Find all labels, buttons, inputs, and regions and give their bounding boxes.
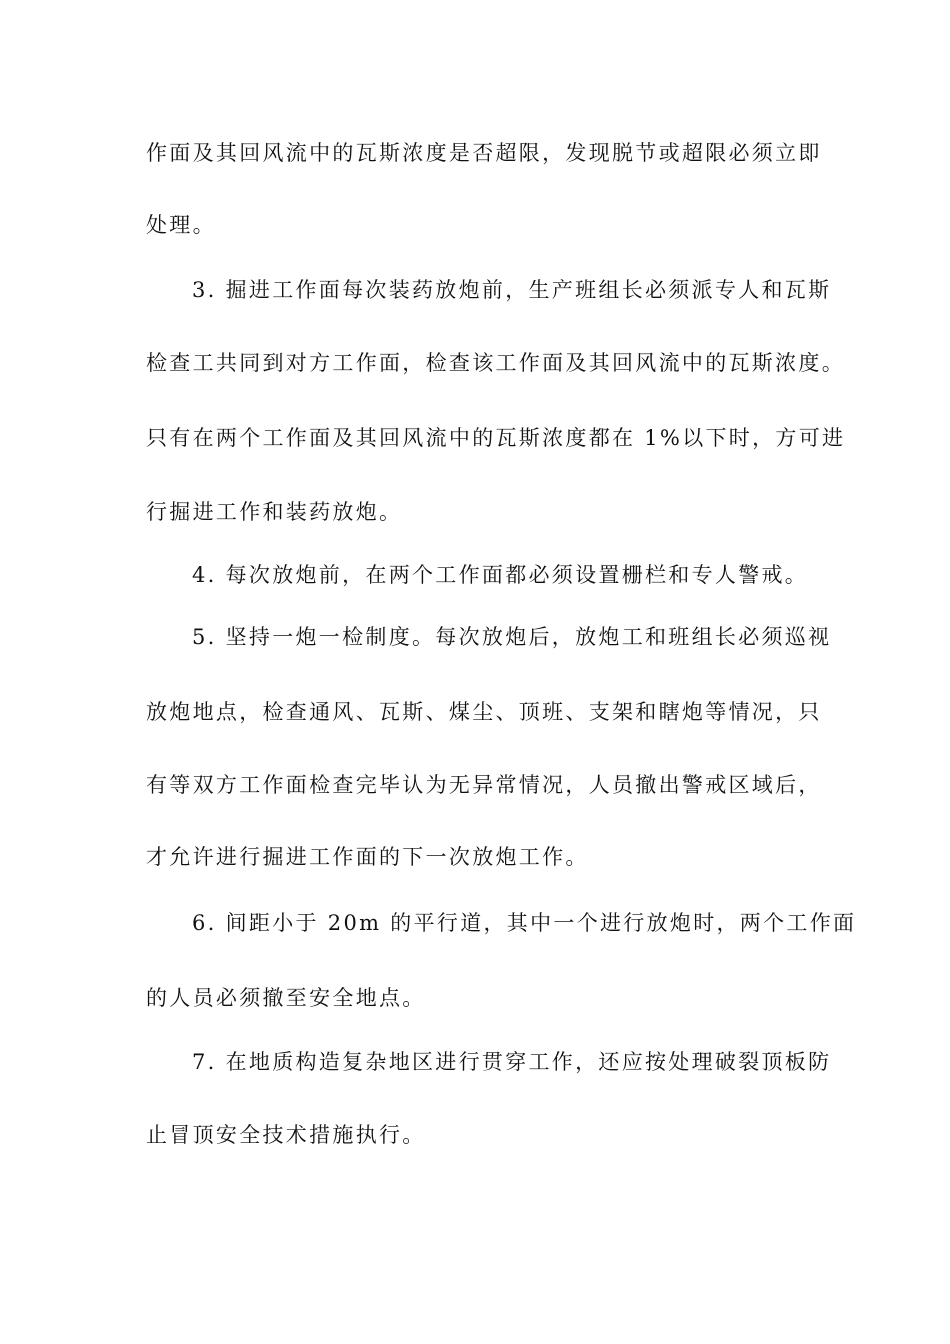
item-7-line-2: 止冒顶安全技术措施执行。 <box>146 1123 426 1147</box>
item-4-line-1: 4. 每次放炮前，在两个工作面都必须设置栅栏和专人警戒。 <box>192 563 809 587</box>
item-6-line-2: 的人员必须撤至安全地点。 <box>146 986 426 1010</box>
item-5-line-4: 才允许进行掘进工作面的下一次放炮工作。 <box>146 845 589 869</box>
item-5-line-2: 放炮地点，检查通风、瓦斯、煤尘、顶班、支架和瞎炮等情况，只 <box>146 700 822 724</box>
item-3-line-2: 检查工共同到对方工作面，检查该工作面及其回风流中的瓦斯浓度。 <box>146 351 845 375</box>
item-3-line-3: 只有在两个工作面及其回风流中的瓦斯浓度都在 1%以下时，方可进 <box>146 426 846 450</box>
item-3-line-1: 3. 掘进工作面每次装药放炮前，生产班组长必须派专人和瓦斯 <box>192 278 832 302</box>
text-line-2: 处理。 <box>146 213 216 237</box>
text-line-1: 作面及其回风流中的瓦斯浓度是否超限，发现脱节或超限必须立即 <box>146 141 822 165</box>
item-5-line-3: 有等双方工作面检查完毕认为无异常情况，人员撤出警戒区域后， <box>146 773 822 797</box>
item-7-line-1: 7. 在地质构造复杂地区进行贯穿工作，还应按处理破裂顶板防 <box>192 1050 832 1074</box>
item-6-line-1: 6. 间距小于 20m 的平行道，其中一个进行放炮时，两个工作面 <box>192 911 857 935</box>
item-5-line-1: 5. 坚持一炮一检制度。每次放炮后，放炮工和班组长必须巡视 <box>192 625 832 649</box>
item-3-line-4: 行掘进工作和装药放炮。 <box>146 500 403 524</box>
